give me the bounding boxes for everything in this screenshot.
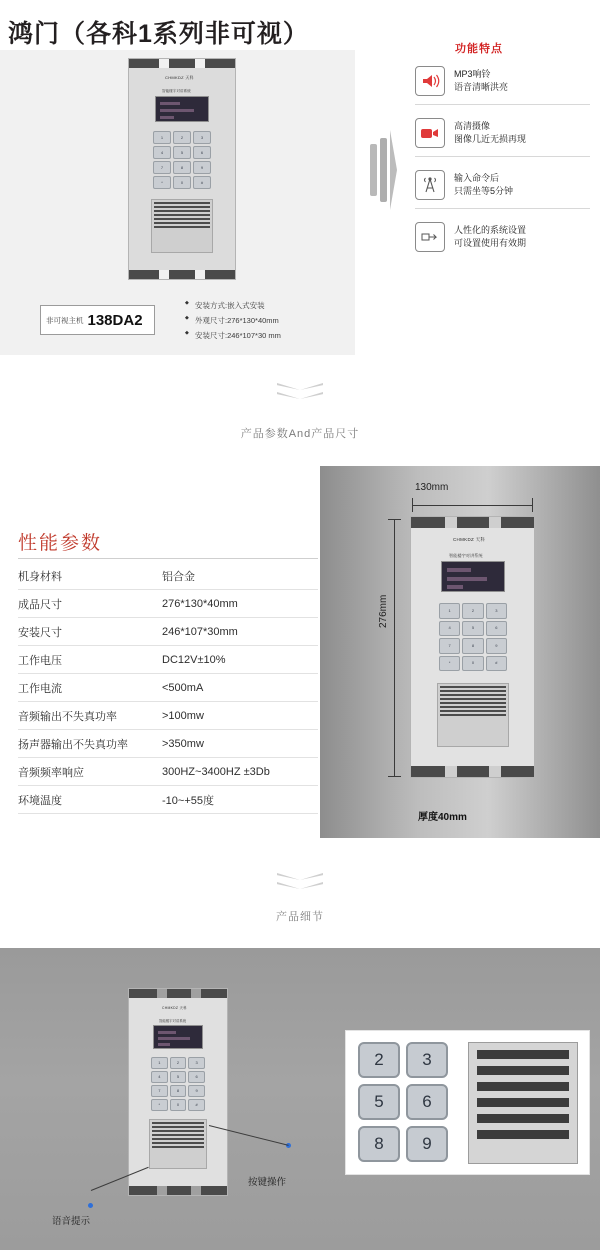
hero-spec-item: ◆ 外观尺寸:276*130*40mm [185,315,355,326]
param-key: 工作电压 [18,646,158,674]
features-title: 功能特点 [455,43,503,55]
brand-logo: CHMKDZ 天科 [453,537,486,542]
table-row [18,730,318,758]
table-row [18,562,318,590]
keypad-key: 0 [462,656,483,672]
zoom-key: 2 [358,1042,400,1078]
device-top-bar [129,59,235,68]
keypad-key: 9 [188,1085,205,1097]
feature-line-1: 人性化的系统设置 [454,224,527,235]
param-key: 成品尺寸 [18,590,158,618]
param-key: 扬声器输出不失真功率 [18,730,158,758]
hero-section [0,0,600,355]
keypad-key: * [153,176,171,189]
flow-arrow-icon [370,130,400,210]
keypad-key: 9 [486,638,507,654]
device-bottom-gap-2 [191,1186,201,1195]
keypad-key: 4 [439,621,460,637]
device-top-gap-2 [191,989,201,998]
table-row [18,646,318,674]
speaker-grille [149,1119,207,1169]
keypad-key: # [193,176,211,189]
device-top-gap [445,517,457,528]
keypad-key: 1 [153,131,171,144]
detail-device-image [128,988,228,1196]
section-heading-details: 产品细节 [276,911,324,923]
dimension-device-image [410,516,535,778]
keypad-key: 3 [486,603,507,619]
zoom-key: 5 [358,1084,400,1120]
brand-logo: CHMKDZ 天科 [162,1006,187,1010]
device-display [155,96,209,122]
keypad-key: 2 [173,131,191,144]
zoom-keypad [358,1042,448,1162]
settings-flow-icon [415,222,445,252]
zoom-key: 9 [406,1126,448,1162]
keypad-key: 3 [188,1057,205,1069]
keypad-key: 9 [193,161,211,174]
param-value: 276*130*40mm [158,590,318,618]
keypad-key: 6 [486,621,507,637]
zoom-key: 8 [358,1126,400,1162]
feature-divider-1 [415,104,590,105]
feature-divider-3 [415,208,590,209]
table-row [18,758,318,786]
device-top-gap [159,59,169,68]
section-heading-params: 产品参数And产品尺寸 [240,428,360,440]
feature-line-1: 高清摄像 [454,120,491,131]
device-keypad [153,131,211,189]
feature-row-1 [415,66,508,96]
keypad-callout-label: 按键操作 [248,1177,287,1188]
table-row [18,674,318,702]
table-row [18,590,318,618]
speaker-grille [437,683,509,747]
performance-table [18,562,318,814]
device-keypad [151,1057,205,1111]
feature-row-2 [415,118,526,148]
zoom-key: 3 [406,1042,448,1078]
voice-callout-label: 语音提示 [52,1216,91,1227]
param-value: <500mA [158,674,318,702]
keypad-key: 1 [151,1057,168,1069]
keypad-key: 0 [170,1099,187,1111]
keypad-key: 7 [153,161,171,174]
device-display [441,561,505,592]
keypad-key: 7 [439,638,460,654]
keypad-key: # [486,656,507,672]
model-label-box [40,305,155,335]
dimension-height-label: 276mm [378,594,389,628]
zoom-key: 6 [406,1084,448,1120]
hero-spec-item: ◆ 安装尺寸:246*107*30 mm [185,330,355,341]
param-value: DC12V±10% [158,646,318,674]
param-value: -10~+55度 [158,786,318,814]
keypad-key: 0 [173,176,191,189]
keypad-key: 5 [173,146,191,159]
device-bottom-gap-2 [489,766,501,777]
keypad-key: 4 [153,146,171,159]
feature-divider-2 [415,156,590,157]
param-value: 铝合金 [158,562,318,590]
feature-text-4 [454,224,526,250]
feature-line-2: 只需坐等5分钟 [454,186,514,196]
keypad-key: 8 [173,161,191,174]
feature-row-3 [415,170,513,200]
speaker-icon [415,66,445,96]
keypad-key: 6 [193,146,211,159]
dim-tick-bottom [388,776,401,777]
keypad-key: # [188,1099,205,1111]
keypad-key: 3 [193,131,211,144]
feature-line-1: 输入命令后 [454,172,500,183]
param-key: 环境温度 [18,786,158,814]
feature-text-3 [454,172,513,198]
keypad-key: * [439,656,460,672]
param-key: 安装尺寸 [18,618,158,646]
device-bottom-gap [159,270,169,279]
param-key: 音频频率响应 [18,758,158,786]
chevron-down-icon-2 [277,873,323,895]
device-top-bar [411,517,534,528]
model-label-small: 非可视主机 [46,315,84,325]
keypad-key: 7 [151,1085,168,1097]
hero-device-image [128,58,236,280]
keypad-key: 6 [188,1071,205,1083]
table-row [18,618,318,646]
device-bottom-gap [445,766,457,777]
lcd-caption: 智能楼宇对讲系统 [162,89,191,93]
param-key: 音频输出不失真功率 [18,702,158,730]
keypad-key: * [151,1099,168,1111]
dim-tick-top [388,519,401,520]
lcd-caption: 智能楼宇对讲系统 [449,553,483,558]
feature-row-4 [415,222,526,252]
device-bottom-gap [157,1186,167,1195]
camera-icon [415,118,445,148]
device-top-bar [129,989,227,998]
table-row [18,702,318,730]
performance-title: 性能参数 [18,533,103,554]
keypad-key: 1 [439,603,460,619]
device-top-gap-2 [489,517,501,528]
param-value: >100mw [158,702,318,730]
keypad-key: 2 [462,603,483,619]
feature-line-1: MP3响铃 [454,68,491,79]
performance-rule [18,558,318,559]
feature-line-2: 可设置使用有效期 [454,238,527,248]
dimension-thickness-label: 厚度40mm [418,812,467,823]
device-bottom-bar [129,1186,227,1195]
keypad-key: 8 [170,1085,187,1097]
hero-spec-item: ◆ 安装方式:嵌入式安装 [185,300,355,311]
device-display [153,1025,203,1049]
device-top-gap-2 [195,59,205,68]
feature-line-2: 语音清晰洪亮 [454,82,509,92]
model-label-code: 138DA2 [87,311,143,329]
feature-text-2 [454,120,526,146]
keypad-key: 5 [170,1071,187,1083]
brand-logo: CHMKDZ 天科 [165,75,194,80]
dim-line-height [394,519,395,776]
param-value: 246*107*30mm [158,618,318,646]
table-row [18,786,318,814]
voice-callout-dot [88,1203,93,1208]
keypad-key: 8 [462,638,483,654]
zoom-speaker-grille [468,1042,578,1164]
dim-line-width [412,505,533,506]
keypad-key: 5 [462,621,483,637]
lcd-caption: 智能楼宇对讲系统 [159,1019,187,1023]
dimension-width-label: 130mm [415,482,449,493]
page-title: 鸿门（各科1系列非可视） [8,20,309,48]
param-value: >350mw [158,730,318,758]
device-bottom-bar [411,766,534,777]
feature-line-2: 图像几近无损再现 [454,134,527,144]
param-key: 工作电流 [18,674,158,702]
param-key: 机身材料 [18,562,158,590]
device-keypad [439,603,507,671]
param-value: 300HZ~3400HZ ±3Db [158,758,318,786]
signal-tower-icon [415,170,445,200]
device-bottom-gap-2 [195,270,205,279]
speaker-grille [151,199,213,253]
feature-text-1 [454,68,508,94]
device-bottom-bar [129,270,235,279]
keypad-key: 4 [151,1071,168,1083]
chevron-down-icon [277,383,323,405]
device-top-gap [157,989,167,998]
hero-spec-list [185,300,355,345]
keypad-key: 2 [170,1057,187,1069]
